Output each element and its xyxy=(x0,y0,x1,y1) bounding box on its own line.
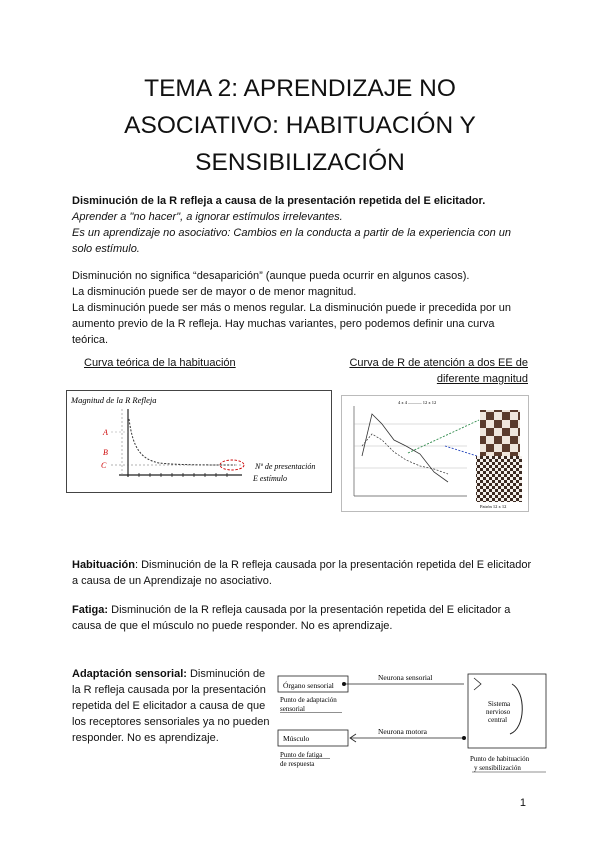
neurona-sensorial-label: Neurona sensorial xyxy=(378,673,433,682)
snc-loop-path xyxy=(510,684,522,734)
fig2-arrow-green xyxy=(408,420,479,453)
adaptacion-paragraph xyxy=(72,666,272,746)
reflex-pathway-svg xyxy=(274,664,554,776)
fig2-arrow-blue xyxy=(445,446,477,456)
fig2-pattern-4x4 xyxy=(480,410,520,458)
punto-fatiga-label-1: Punto de fatiga xyxy=(280,751,323,759)
sistema-label-1: Sistema xyxy=(488,700,511,708)
punto-adaptacion-label-2: sensorial xyxy=(280,705,305,713)
organo-sensorial-label: Órgano sensorial xyxy=(283,681,334,690)
musculo-label: Músculo xyxy=(283,734,310,743)
title-line-1: TEMA 2: APRENDIZAJE NO xyxy=(144,75,456,102)
habituacion-term: Habituación xyxy=(72,559,135,571)
disminucion-line-1: Disminución no significa “desaparición” (aunque pueda ocurrir en algunos casos). xyxy=(72,270,470,282)
caption-habituation-curve: Curva teórica de la habituación xyxy=(84,357,236,369)
title-line-3: SENSIBILIZACIÓN xyxy=(195,149,405,176)
fig1-mark-b: B xyxy=(103,448,108,457)
caption-attention-line-1: Curva de R de atención a dos EE de xyxy=(349,357,528,369)
punto-adaptacion-label-1: Punto de adaptación xyxy=(280,696,337,704)
attention-curve-svg xyxy=(342,396,528,511)
disminucion-line-3: La disminución puede ser más o menos regular. La disminución puede ir precedida por un aumento previo de la R refleja. Hay muchas variantes, pero podemos definir una curva teórica. xyxy=(72,302,512,346)
fig2-legend: 4 x 4 ——— 12 x 12 xyxy=(398,400,437,405)
habituation-curve-figure xyxy=(66,390,332,493)
habituacion-paragraph xyxy=(72,557,532,589)
caption-attention-curve xyxy=(340,355,528,387)
habituation-curve-svg xyxy=(67,391,331,492)
intro-italic-1: Aprender a "no hacer", a ignorar estímulos irrelevantes. xyxy=(72,211,343,223)
punto-habituacion-label-1: Punto de habituación xyxy=(470,755,530,763)
title-line-2: ASOCIATIVO: HABITUACIÓN Y xyxy=(124,112,476,139)
fig2-gridlines xyxy=(354,424,467,468)
page-title xyxy=(60,70,540,181)
adaptacion-definition: Disminución de la R refleja causada por la presentación repetida del E elicitador a causa de que los receptores sensoriales ya no pueden responder. No es aprendizaje. xyxy=(72,668,270,744)
caption-attention-line-2: diferente magnitud xyxy=(436,373,528,385)
fatiga-definition: Disminución de la R refleja causada por la presentación repetida del E elicitador a causa de que el músculo no puede responder. No es aprendizaje. xyxy=(72,604,511,632)
punto-habituacion-label-2: y sensibilización xyxy=(474,764,521,772)
reflex-pathway-diagram xyxy=(274,664,554,776)
fig1-curve xyxy=(129,419,235,465)
snc-input-chevron xyxy=(474,678,481,690)
fig2-pattern-12x12 xyxy=(476,456,522,502)
adaptacion-term: Adaptación sensorial: xyxy=(72,668,187,680)
fig1-y-label: Magnitud de la R Refleja xyxy=(71,395,157,405)
fig1-mark-c: C xyxy=(101,461,107,470)
disminucion-paragraph xyxy=(72,268,532,348)
fig1-x-label-2: E estímulo xyxy=(253,474,287,483)
sistema-label-2: nervioso xyxy=(486,708,511,716)
habituacion-definition: : Disminución de la R refleja causada por la presentación repetida del E elicitador a causa de un Aprendizaje no asociativo. xyxy=(72,559,532,587)
intro-paragraph xyxy=(72,193,532,257)
attention-curve-figure xyxy=(341,395,529,512)
punto-fatiga-label-2: de respuesta xyxy=(280,760,315,768)
disminucion-line-2: La disminución puede ser de mayor o de menor magnitud. xyxy=(72,286,357,298)
sistema-label-3: central xyxy=(488,716,508,724)
motor-node xyxy=(462,736,466,740)
fig1-x-label-1: Nº de presentación xyxy=(255,462,316,471)
fig2-series-12x12 xyxy=(362,414,448,482)
neurona-motora-label: Neurona motora xyxy=(378,727,427,736)
fig1-mark-a: A xyxy=(103,428,108,437)
fatiga-paragraph xyxy=(72,602,532,634)
fatiga-term: Fatiga: xyxy=(72,604,109,616)
page-number: 1 xyxy=(519,797,526,809)
intro-definition: Disminución de la R refleja a causa de la presentación repetida del E elicitador. xyxy=(72,195,486,207)
fig2-pattern-2-caption: Patrón 12 x 12 xyxy=(480,504,507,509)
intro-italic-2: Es un aprendizaje no asociativo: Cambios en la conducta a partir de la experiencia con un solo estímulo. xyxy=(72,227,512,255)
sensory-node xyxy=(342,682,346,686)
